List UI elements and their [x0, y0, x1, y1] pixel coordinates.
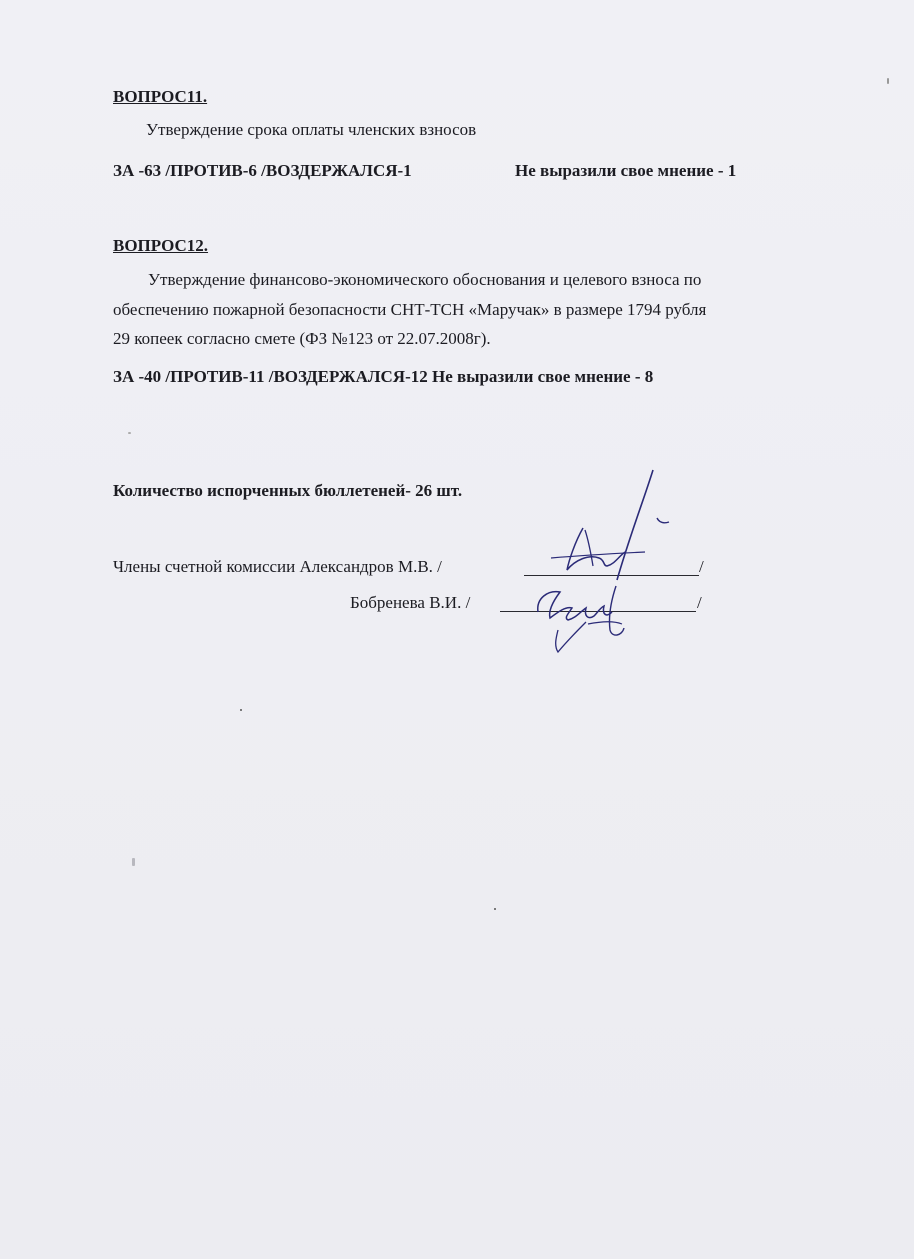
paper-speck: [132, 858, 135, 866]
member-1-name: Александров М.В. /: [299, 557, 442, 576]
paper-speck: [128, 432, 131, 434]
question-11-text: Утверждение срока оплаты членских взносов: [146, 120, 477, 139]
question-12-text-line3: 29 копеек согласно смете (ФЗ №123 от 22.07.2008г).: [113, 329, 491, 348]
question-11-no-opinion: Не выразили свое мнение - 1: [515, 161, 737, 180]
question-11-heading: ВОПРОС11.: [113, 87, 208, 106]
signature-1-close: /: [699, 557, 704, 576]
signature-2-image: [528, 578, 658, 658]
question-12-text-line2: обеспечению пожарной безопасности СНТ-ТСН «Маручак» в размере 1794 рубля: [113, 300, 707, 319]
commission-member-1: [113, 556, 442, 578]
question-12-heading: ВОПРОС12.: [113, 236, 209, 255]
question-12-votes: ЗА -40 /ПРОТИВ-11 /ВОЗДЕРЖАЛСЯ-12 Не выразили свое мнение - 8: [113, 367, 654, 386]
signature-2-close: /: [697, 593, 702, 612]
member-2-name: Бобренева В.И. /: [350, 593, 471, 612]
question-12-text-line1: Утверждение финансово-экономического обоснования и целевого взноса по: [148, 270, 702, 289]
spoiled-ballots-count: Количество испорченных бюллетеней- 26 шт.: [113, 481, 463, 500]
commission-label: Члены счетной комиссии: [113, 557, 296, 576]
question-11-votes: ЗА -63 /ПРОТИВ-6 /ВОЗДЕРЖАЛСЯ-1: [113, 161, 412, 180]
paper-speck: [887, 78, 889, 84]
paper-speck: [240, 709, 242, 711]
paper-speck: [494, 908, 496, 910]
